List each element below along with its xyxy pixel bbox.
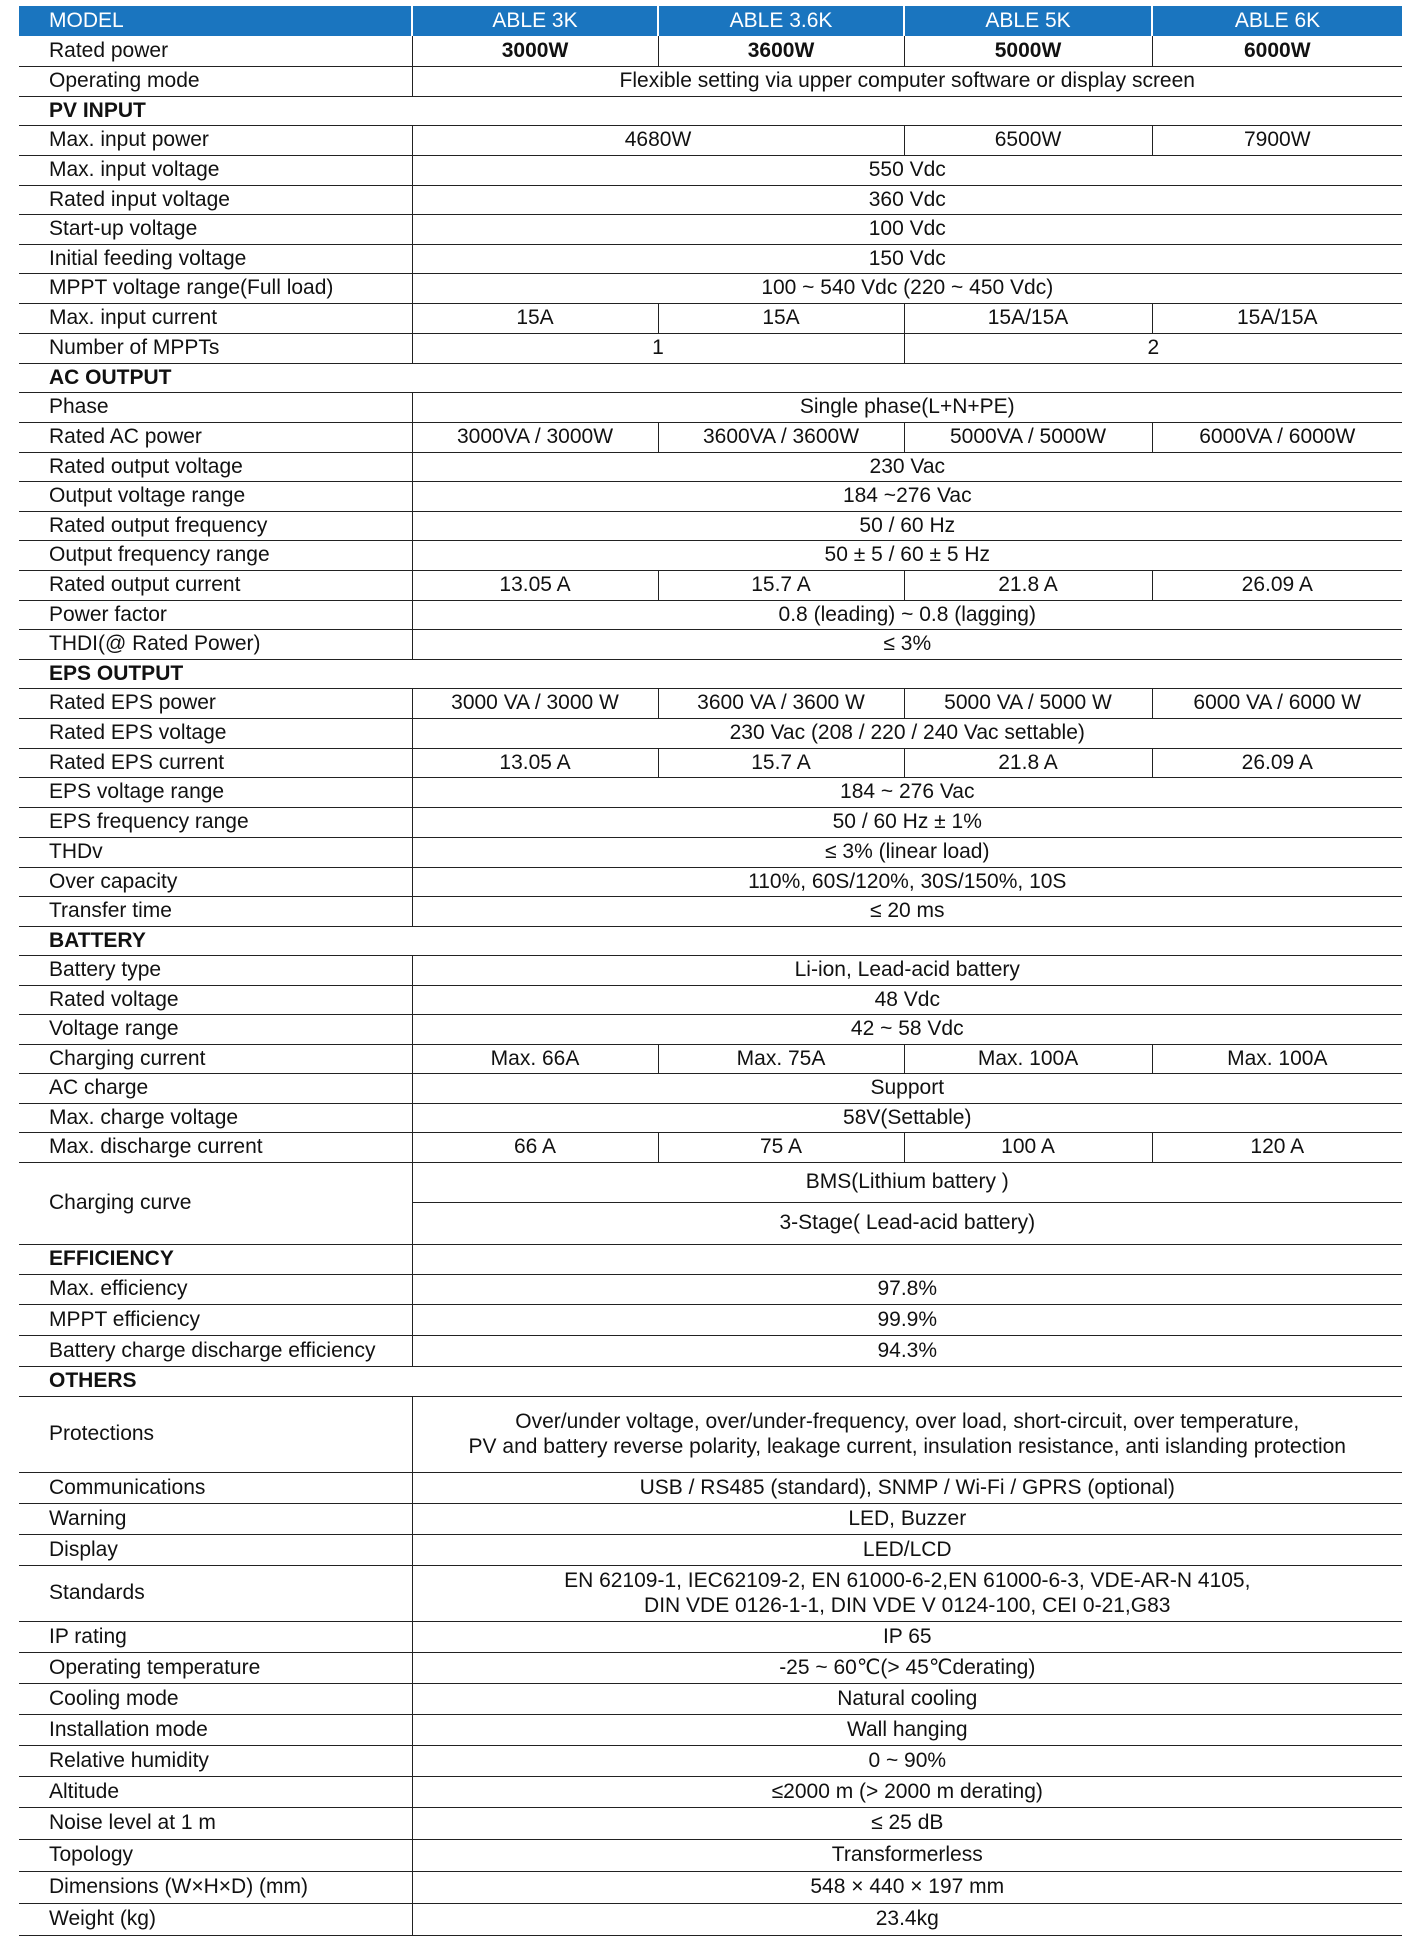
spec-row-rated-eps-current — [19, 748, 1402, 777]
spec-value: 100 A — [904, 1132, 1152, 1162]
spec-label: Weight (kg) — [19, 1903, 412, 1935]
spec-value: 550 Vdc — [412, 155, 1402, 185]
spec-value-line: DIN VDE 0126-1-1, DIN VDE V 0124-100, CEI 0-21,G83 — [644, 1594, 1171, 1617]
spec-label: AC charge — [19, 1073, 412, 1103]
spec-row-operating-mode — [19, 66, 1402, 96]
spec-label: Noise level at 1 m — [19, 1807, 412, 1839]
spec-label: MPPT voltage range(Full load) — [19, 273, 412, 303]
spec-value: ≤ 3% (linear load) — [412, 837, 1402, 867]
section-battery — [19, 926, 1402, 955]
model-header-row — [19, 6, 1402, 36]
spec-value: Max. 100A — [904, 1044, 1152, 1073]
spec-value: LED, Buzzer — [412, 1503, 1402, 1534]
spec-row-voltage-range — [19, 1014, 1402, 1044]
spec-label: IP rating — [19, 1621, 412, 1652]
spec-label: Operating temperature — [19, 1652, 412, 1683]
spec-row-transfer-time — [19, 896, 1402, 926]
spec-label: Rated AC power — [19, 422, 412, 452]
spec-value: Max. 100A — [1152, 1044, 1402, 1073]
spec-label: Output frequency range — [19, 540, 412, 570]
spec-value: Support — [412, 1073, 1402, 1103]
spec-row-mppt-range — [19, 273, 1402, 303]
spec-table — [19, 6, 1402, 1936]
spec-value: 6500W — [904, 125, 1152, 155]
section-title: PV INPUT — [19, 96, 1402, 125]
spec-value: 2 — [904, 333, 1402, 363]
spec-row-max-efficiency — [19, 1274, 1402, 1304]
spec-value: 100 ~ 540 Vdc (220 ~ 450 Vdc) — [412, 273, 1402, 303]
spec-value: 3000VA / 3000W — [412, 422, 658, 452]
spec-value: 1 — [412, 333, 904, 363]
spec-value: ≤2000 m (> 2000 m derating) — [412, 1776, 1402, 1807]
spec-value: Max. 75A — [658, 1044, 904, 1073]
spec-value: BMS(Lithium battery ) — [412, 1162, 1402, 1202]
spec-value: Transformerless — [412, 1839, 1402, 1871]
spec-value: 120 A — [1152, 1132, 1402, 1162]
spec-value: 21.8 A — [904, 570, 1152, 600]
spec-label: Protections — [19, 1396, 412, 1472]
spec-value-line: Over/under voltage, over/under-frequency, over load, short-circuit, over temperature, — [515, 1410, 1300, 1433]
spec-label: Rated EPS voltage — [19, 718, 412, 748]
spec-row-rated-input-voltage — [19, 185, 1402, 214]
spec-value: 50 ± 5 / 60 ± 5 Hz — [412, 540, 1402, 570]
spec-label: Transfer time — [19, 896, 412, 926]
spec-row-phase — [19, 392, 1402, 422]
spec-label: Installation mode — [19, 1714, 412, 1745]
section-eps-output — [19, 659, 1402, 688]
spec-label: Max. input voltage — [19, 155, 412, 185]
spec-value: 94.3% — [412, 1335, 1402, 1366]
spec-row-num-mppts — [19, 333, 1402, 363]
spec-row-max-discharge-current — [19, 1132, 1402, 1162]
spec-row-max-charge-voltage — [19, 1103, 1402, 1132]
spec-row-weight — [19, 1903, 1402, 1935]
spec-label: Rated output current — [19, 570, 412, 600]
section-title: AC OUTPUT — [19, 363, 1402, 392]
spec-value: 6000VA / 6000W — [1152, 422, 1402, 452]
spec-value: 5000VA / 5000W — [904, 422, 1152, 452]
spec-label: Topology — [19, 1839, 412, 1871]
spec-row-mppt-efficiency — [19, 1304, 1402, 1335]
spec-label: Initial feeding voltage — [19, 244, 412, 273]
spec-label: Relative humidity — [19, 1745, 412, 1776]
spec-row-altitude — [19, 1776, 1402, 1807]
spec-value: 110%, 60S/120%, 30S/150%, 10S — [412, 867, 1402, 896]
spec-value: 5000 VA / 5000 W — [904, 688, 1152, 718]
spec-row-initial-feeding-voltage — [19, 244, 1402, 273]
spec-label: Power factor — [19, 600, 412, 629]
model-name: ABLE 3K — [412, 6, 658, 36]
spec-row-max-input-voltage — [19, 155, 1402, 185]
spec-value: 4680W — [412, 125, 904, 155]
spec-label: Start-up voltage — [19, 214, 412, 244]
spec-row-thdi — [19, 629, 1402, 659]
spec-value: ≤ 25 dB — [412, 1807, 1402, 1839]
spec-row-ac-charge — [19, 1073, 1402, 1103]
spec-value: 15A — [412, 303, 658, 333]
spec-label: MPPT efficiency — [19, 1304, 412, 1335]
spec-value: 3000W — [412, 36, 658, 66]
spec-value: 15.7 A — [658, 748, 904, 777]
spec-value: 13.05 A — [412, 570, 658, 600]
spec-value-line: PV and battery reverse polarity, leakage current, insulation resistance, anti islanding protection — [468, 1435, 1346, 1458]
spec-row-communications — [19, 1472, 1402, 1503]
spec-value: Max. 66A — [412, 1044, 658, 1073]
spec-row-noise-level — [19, 1807, 1402, 1839]
spec-value: 15.7 A — [658, 570, 904, 600]
spec-value: 0 ~ 90% — [412, 1745, 1402, 1776]
spec-value: 548 × 440 × 197 mm — [412, 1871, 1402, 1903]
spec-label: Battery charge discharge efficiency — [19, 1335, 412, 1366]
spec-row-output-voltage-range — [19, 481, 1402, 511]
spec-row-battery-efficiency — [19, 1335, 1402, 1366]
spec-label: Cooling mode — [19, 1683, 412, 1714]
spec-row-ip-rating — [19, 1621, 1402, 1652]
spec-row-eps-frequency-range — [19, 807, 1402, 837]
spec-value: LED/LCD — [412, 1534, 1402, 1565]
spec-row-over-capacity — [19, 867, 1402, 896]
spec-label: Rated power — [19, 36, 412, 66]
spec-row-max-input-power — [19, 125, 1402, 155]
spec-label: Rated EPS power — [19, 688, 412, 718]
spec-label: Rated output frequency — [19, 511, 412, 540]
spec-row-topology — [19, 1839, 1402, 1871]
section-blank — [412, 1244, 1402, 1274]
section-title: EPS OUTPUT — [19, 659, 1402, 688]
spec-row-rated-output-voltage — [19, 452, 1402, 481]
section-pv-input — [19, 96, 1402, 125]
spec-label: Voltage range — [19, 1014, 412, 1044]
spec-value — [412, 1396, 1402, 1472]
spec-row-thdv — [19, 837, 1402, 867]
spec-value: Li-ion, Lead-acid battery — [412, 955, 1402, 985]
spec-value: 6000 VA / 6000 W — [1152, 688, 1402, 718]
spec-row-rated-eps-power — [19, 688, 1402, 718]
spec-row-rated-output-current — [19, 570, 1402, 600]
spec-value: 3600VA / 3600W — [658, 422, 904, 452]
spec-row-display — [19, 1534, 1402, 1565]
spec-value: 5000W — [904, 36, 1152, 66]
spec-value: 15A — [658, 303, 904, 333]
spec-label: Max. input power — [19, 125, 412, 155]
spec-value — [412, 1565, 1402, 1621]
spec-label: Charging curve — [19, 1162, 412, 1244]
spec-label: Max. charge voltage — [19, 1103, 412, 1132]
spec-label: Operating mode — [19, 66, 412, 96]
spec-row-power-factor — [19, 600, 1402, 629]
spec-row-standards — [19, 1565, 1402, 1621]
spec-row-operating-temperature — [19, 1652, 1402, 1683]
spec-label: Rated voltage — [19, 985, 412, 1014]
spec-value: 13.05 A — [412, 748, 658, 777]
section-ac-output — [19, 363, 1402, 392]
spec-value-line: EN 62109-1, IEC62109-2, EN 61000-6-2,EN 61000-6-3, VDE-AR-N 4105, — [564, 1569, 1251, 1592]
spec-label: Standards — [19, 1565, 412, 1621]
section-others — [19, 1366, 1402, 1396]
spec-value: ≤ 20 ms — [412, 896, 1402, 926]
spec-row-dimensions — [19, 1871, 1402, 1903]
model-name: ABLE 3.6K — [658, 6, 904, 36]
spec-value: 100 Vdc — [412, 214, 1402, 244]
spec-row-relative-humidity — [19, 1745, 1402, 1776]
spec-row-rated-output-frequency — [19, 511, 1402, 540]
spec-label: EPS voltage range — [19, 777, 412, 807]
spec-value: 50 / 60 Hz — [412, 511, 1402, 540]
spec-value: 3000 VA / 3000 W — [412, 688, 658, 718]
spec-label: Communications — [19, 1472, 412, 1503]
spec-value: IP 65 — [412, 1621, 1402, 1652]
spec-label: Max. efficiency — [19, 1274, 412, 1304]
spec-label: Rated input voltage — [19, 185, 412, 214]
spec-value: -25 ~ 60℃(> 45℃derating) — [412, 1652, 1402, 1683]
spec-value: 0.8 (leading) ~ 0.8 (lagging) — [412, 600, 1402, 629]
section-title: OTHERS — [19, 1366, 1402, 1396]
spec-value: USB / RS485 (standard), SNMP / Wi-Fi / GPRS (optional) — [412, 1472, 1402, 1503]
spec-label: Display — [19, 1534, 412, 1565]
spec-value: 184 ~276 Vac — [412, 481, 1402, 511]
spec-row-startup-voltage — [19, 214, 1402, 244]
spec-label: Number of MPPTs — [19, 333, 412, 363]
spec-value: 230 Vac — [412, 452, 1402, 481]
spec-row-battery-type — [19, 955, 1402, 985]
spec-value: Natural cooling — [412, 1683, 1402, 1714]
spec-label: Rated EPS current — [19, 748, 412, 777]
spec-value: ≤ 3% — [412, 629, 1402, 659]
spec-row-rated-voltage — [19, 985, 1402, 1014]
model-label: MODEL — [19, 6, 412, 36]
spec-value: 42 ~ 58 Vdc — [412, 1014, 1402, 1044]
spec-row-charging-curve — [19, 1162, 1402, 1202]
spec-value: 3-Stage( Lead-acid battery) — [412, 1202, 1402, 1244]
spec-label: EPS frequency range — [19, 807, 412, 837]
spec-label: Altitude — [19, 1776, 412, 1807]
section-title: BATTERY — [19, 926, 1402, 955]
model-name: ABLE 6K — [1152, 6, 1402, 36]
spec-row-installation-mode — [19, 1714, 1402, 1745]
spec-value: 21.8 A — [904, 748, 1152, 777]
spec-value: 26.09 A — [1152, 748, 1402, 777]
spec-row-eps-voltage-range — [19, 777, 1402, 807]
spec-label: Battery type — [19, 955, 412, 985]
spec-row-warning — [19, 1503, 1402, 1534]
section-efficiency — [19, 1244, 1402, 1274]
spec-value: Single phase(L+N+PE) — [412, 392, 1402, 422]
spec-value: 6000W — [1152, 36, 1402, 66]
spec-label: Over capacity — [19, 867, 412, 896]
spec-value: 58V(Settable) — [412, 1103, 1402, 1132]
spec-value: 50 / 60 Hz ± 1% — [412, 807, 1402, 837]
section-title: EFFICIENCY — [19, 1244, 412, 1274]
spec-row-rated-ac-power — [19, 422, 1402, 452]
spec-label: THDv — [19, 837, 412, 867]
spec-row-rated-eps-voltage — [19, 718, 1402, 748]
spec-label: Max. discharge current — [19, 1132, 412, 1162]
spec-value: 230 Vac (208 / 220 / 240 Vac settable) — [412, 718, 1402, 748]
spec-label: Warning — [19, 1503, 412, 1534]
spec-value: 97.8% — [412, 1274, 1402, 1304]
spec-label: Output voltage range — [19, 481, 412, 511]
spec-value: 3600W — [658, 36, 904, 66]
spec-value: Flexible setting via upper computer software or display screen — [412, 66, 1402, 96]
spec-row-charging-current — [19, 1044, 1402, 1073]
spec-label: THDI(@ Rated Power) — [19, 629, 412, 659]
spec-value: 66 A — [412, 1132, 658, 1162]
spec-value: 23.4kg — [412, 1903, 1402, 1935]
spec-label: Charging current — [19, 1044, 412, 1073]
spec-row-cooling-mode — [19, 1683, 1402, 1714]
spec-label: Rated output voltage — [19, 452, 412, 481]
spec-value: 26.09 A — [1152, 570, 1402, 600]
spec-value: Wall hanging — [412, 1714, 1402, 1745]
spec-value: 15A/15A — [904, 303, 1152, 333]
spec-value: 3600 VA / 3600 W — [658, 688, 904, 718]
spec-label: Dimensions (W×H×D) (mm) — [19, 1871, 412, 1903]
spec-label: Max. input current — [19, 303, 412, 333]
spec-row-rated-power — [19, 36, 1402, 66]
model-name: ABLE 5K — [904, 6, 1152, 36]
spec-label: Phase — [19, 392, 412, 422]
spec-value: 99.9% — [412, 1304, 1402, 1335]
spec-row-output-frequency-range — [19, 540, 1402, 570]
spec-row-max-input-current — [19, 303, 1402, 333]
spec-value: 15A/15A — [1152, 303, 1402, 333]
spec-row-protections — [19, 1396, 1402, 1472]
spec-value: 150 Vdc — [412, 244, 1402, 273]
spec-value: 48 Vdc — [412, 985, 1402, 1014]
spec-value: 75 A — [658, 1132, 904, 1162]
spec-value: 184 ~ 276 Vac — [412, 777, 1402, 807]
spec-value: 360 Vdc — [412, 185, 1402, 214]
spec-value: 7900W — [1152, 125, 1402, 155]
